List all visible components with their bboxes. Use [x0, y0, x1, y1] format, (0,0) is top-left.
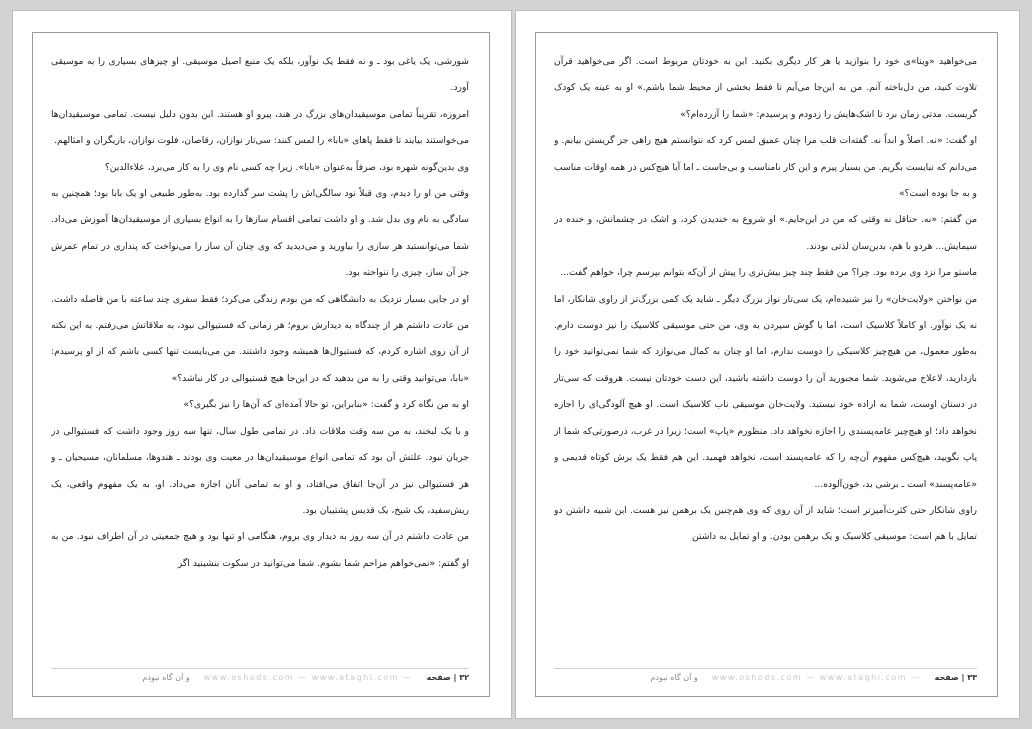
footer-book-title: و آن گاه نبودم [650, 673, 698, 682]
page-number: ۳۳ | صفحه [934, 673, 977, 682]
page-body [554, 49, 977, 649]
paragraph: وقتی من او را دیدم، وی قبلاً نود سالگی‌اش را پشت سر گذارده بود. به‌طور طبیعی او یک بابا بود؛ همچنین به سادگی به نام وی بدل شد. و او داشت تمامی اقسام سازها را به انواع بسیاری از موسیقیدان‌ها آموزش می‌داد. شما می‌توانستید هر سازی را بیاورید و می‌دیدید که وی چنان آن ساز را می‌نواخت که پنداری در تمام عمرش جز آن ساز، چیزی را ننواخته بود. [51, 188, 469, 279]
footer-website: www.oshods.com — www.ataghi.com — [711, 673, 921, 682]
page-number: ۳۲ | صفحه [426, 673, 469, 682]
paragraph: وی بدین‌گونه شهره بود، صرفاً به‌عنوان «بابا». زیرا چه کسی نام وی را به کار می‌برد، علاءالدین؟ [104, 161, 469, 173]
paragraph: می‌خواهید «وینا»ی خود را بنوازید یا هر کار دیگری بکنید. این به خودتان مربوط است. اگر می‌خواهید قرآن تلاوت کنید، من دل‌باخته آنم. من به این‌جا می‌آیم تا فقط بخشی از محیط شما باشم.» او به عینه یک کودک گریست. مدتی زمان برد تا اشک‌هایش را زدودم و پرسیدم: «شما را آزرده‌ام؟» [554, 56, 977, 120]
paragraph: و با یک لبخند، به من سه وقت ملاقات داد. در تمامی طول سال، تنها سه روز وجود داشت که فستیوالی در جریان نبود. علتش آن بود که تمامی انواع موسیقیدان‌ها در معیت وی بودند ـ هندوها، مسلمانان، مسیحیان ـ و هر فستیوالی نیز در آن‌جا اتفاق می‌افتاد، و او به تمامی آنان اجازه می‌داد. او، به یک مفهوم واقعی، یک ریش‌سفید، یک شیخ، یک قدیس پشتیبان بود. [51, 425, 469, 516]
footer-website: www.oshods.com — www.ataghi.com — [203, 673, 413, 682]
page-body [51, 49, 469, 649]
paragraph: من نواختن «ولایت‌خان» را نیز شنیده‌ام، یک سی‌تار نواز بزرگ دیگر ـ شاید یک کمی بزرگ‌تر از راوی شانکار، اما نه یک نوآور. او کاملاً کلاسیک است، اما با گوش سپردن به وی، من حتی موسیقی کلاسیک را نیز دوست دارم. به‌طور معمول، من هیچ‌چیز کلاسیکی را دوست ندارم، اما او چنان به کمال می‌نوازد که شما نمی‌توانید خود را بازدارید، لاعلاج می‌شوید. شما مجبورید آن را دوست داشته باشید، این دست خودتان نیست. هروقت که سی‌تار در دستان اوست، شما به اراده خود نیستید. ولایت‌خان موسیقی ناب کلاسیک است. او هیچ آلودگی‌ای را اجازه نخواهد داد؛ او هیچ‌چیز عامه‌پسندی را اجازه نخواهد داد. منظورم «پاپ» است؛ زیرا در غرب، درصورتی‌که شما از پاپ نگویید، هیچ‌کس مفهوم آن‌چه را که عامه‌پسند است، نخواهد فهمید. این هم فقط یک برش کوتاه قدیمی و «عامه‌پسند» است ـ برشی بد، خون‌آلوده... [554, 293, 977, 490]
paragraph: شورشی، یک یاغی بود ـ و نه فقط یک نوآور، بلکه یک منبع اصیل موسیقی. او چیزهای بسیاری را به موسیقی آورد. [51, 56, 469, 94]
page-footer [51, 668, 469, 682]
paragraph: راوی شانکار حتی کثرت‌آمیزتر است؛ شاید از آن روی که وی هم‌چنین یک برهمن نیز هست. این شبیه داشتن دو تمایل با هم است: موسیقی کلاسیک و یک برهمن بودن. و او تمایل به داشتن [554, 504, 977, 543]
paragraph: من گفتم: «نه. حتاقل نه وقتی که من در این‌جایم.» او شروع به خندیدن کرد، و اشک در چشمانش، و خنده در سیمایش... هردو با هم، بدین‌سان لذتی بودند. [554, 214, 977, 252]
document-page-right [515, 10, 1020, 719]
paragraph: او گفت: «نه. اصلاً و ابداً نه. گفته‌ات قلب مرا چنان عمیق لمس کرد که نتوانستم هیچ راهی جز گریستن بیابم. و می‌دانم که نبایست بگریم. من بسیار پیرم و این کار نامناسب و بی‌جاست ـ اما آیا هیچ‌کس در همه اوقات مناسب و به جا بوده است؟» [554, 135, 977, 200]
paragraph: او در جایی بسیار نزدیک به دانشگاهی که من بودم زندگی می‌کرد؛ فقط سفری چند ساعته با من فاصله داشت. من عادت داشتم هر از چندگاه به دیدارش بروم؛ هر زمانی که فستیوالی نبود، به ملاقاتش می‌رفتم. به این نکته از آن روی اشاره کردم، که فستیوال‌ها همیشه وجود داشتند. من می‌بایست تنها کسی باشم که از او پرسیدم: «بابا، می‌توانید وقتی را به من بدهید که در این‌جا هیچ فستیوالی در کار نباشد؟» [51, 293, 469, 384]
document-page-left [12, 10, 512, 719]
paragraph: امروزه، تقریباً تمامی موسیقیدان‌های بزرگ در هند، پیرو او هستند. این بدون دلیل نیست. تمامی موسیقیدان‌ها می‌خواستند بیایند تا فقط پاهای «بابا» را لمس کنند: سی‌تار نوازان، رقاصان، فلوت نوازان، بازیگران و امثالهم. [51, 108, 469, 147]
page-footer [554, 668, 977, 682]
paragraph: او به من نگاه کرد و گفت: «بنابراین، تو حالا آمده‌ای که آن‌ها را نیز بگیری؟» [183, 399, 469, 411]
paragraph: من عادت داشتم در آن سه روز به دیدار وی بروم، هنگامی او تنها بود و هیچ جمعیتی در آن اطراف نبود. من به او گفتم: «نمی‌خواهم مزاحم شما بشوم. شما می‌توانید در سکوت بنشینید اگر [51, 531, 469, 569]
paragraph: ماستو مرا نزد وی برده بود. چرا؟ من فقط چند چیز بیش‌تری را پیش از آن‌که بتوانم بپرسم چرا، خواهم گفت... [560, 267, 977, 279]
footer-book-title: و آن گاه نبودم [142, 673, 190, 682]
